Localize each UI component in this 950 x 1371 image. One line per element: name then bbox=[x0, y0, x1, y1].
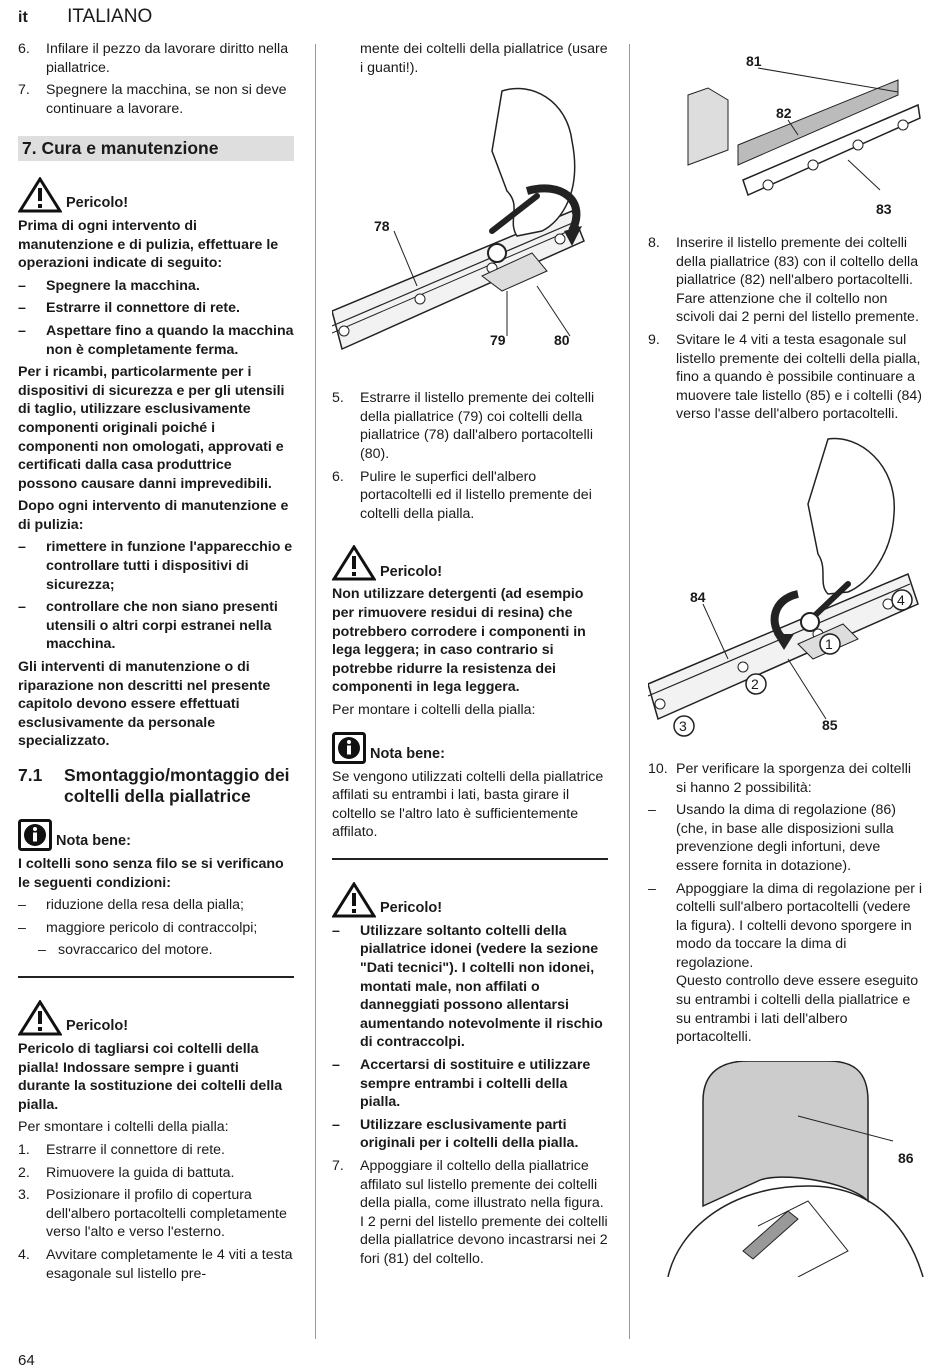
warning-triangle-icon bbox=[332, 882, 376, 918]
figure-label: 80 bbox=[554, 332, 570, 349]
list-item: – controllare che non siano presenti utensili o altri corpi estranei nella macchina. bbox=[18, 599, 278, 653]
knife-bar-illustration bbox=[648, 40, 924, 226]
column-1 bbox=[18, 40, 294, 1287]
figure-callout: 1 bbox=[825, 635, 833, 652]
list-item: – Accertarsi di sostituire e utilizzare sempre entrambi i coltelli della pialla. bbox=[332, 1057, 591, 1111]
list-subitem: – sovraccarico del motore. bbox=[38, 942, 213, 959]
danger-warning: Pericolo! bbox=[332, 882, 608, 918]
list-item: 3. Posizionare il profilo di copertura dell'albero portacoltelli completamente verso l'alto e verso l'esterno. bbox=[18, 1187, 287, 1241]
parts-text: Per i ricambi, particolarmente per i dispositivi di sicurezza e per gli utensili di taglio, utilizzare esclusivamente componenti originali poiché i componenti non omologati, approvati e certificati dalla casa produttrice possono causare danni imprevedibili. bbox=[18, 364, 285, 492]
list-item: 4. Avvitare completamente le 4 viti a testa esagonale sul listello pre- bbox=[18, 1246, 293, 1282]
danger-warning: Pericolo! bbox=[332, 545, 608, 581]
column-3 bbox=[648, 40, 924, 1285]
figure-callout: 4 bbox=[897, 591, 905, 608]
figure-label: 78 bbox=[374, 218, 390, 235]
language-code: it bbox=[18, 9, 28, 26]
column-divider bbox=[315, 44, 316, 1339]
figure-label: 84 bbox=[690, 588, 706, 605]
note-box: Nota bene: bbox=[18, 819, 294, 851]
list-item: – Appoggiare la dima di regolazione per i coltelli sull'albero portacoltelli (vedere la figura). I coltelli devono sporgere in modo da toccare la dima di regolazione. Questo controllo deve essere eseguito su entrambi i coltelli della piallatrice e su entrambi i lati dell'albero portacoltelli. bbox=[648, 880, 923, 1046]
warning-triangle-icon bbox=[18, 177, 62, 213]
section-title: 7. Cura e manutenzione bbox=[18, 136, 294, 161]
mount-text: Per montare i coltelli della pialla: bbox=[332, 701, 536, 718]
language-title: ITALIANO bbox=[67, 6, 153, 27]
list-item: – maggiore pericolo di contraccolpi; bbox=[18, 919, 258, 936]
note-box: Nota bene: bbox=[332, 732, 608, 764]
list-item: – Usando la dima di regolazione (86) (che, in base alle disposizioni sulla prevenzione degli infortuni, deve essere fornita in dotazione). bbox=[648, 802, 897, 874]
list-item: – Spegnere la macchina. bbox=[18, 277, 200, 294]
figure-screw-loosen bbox=[648, 434, 924, 752]
figure-label: 83 bbox=[876, 201, 892, 217]
after-text: Dopo ogni intervento di manutenzione e di pulizia: bbox=[18, 498, 289, 533]
note-text: Se vengono utilizzati coltelli della piallatrice affilati su entrambi i lati, basta girare il coltello se l'altro lato è sufficientemente affilato. bbox=[332, 768, 604, 841]
figure-label: 81 bbox=[746, 53, 762, 69]
figure-callout: 3 bbox=[679, 717, 687, 734]
danger-text: Prima di ogni intervento di manutenzione e di pulizia, effettuare le operazioni indicate di seguito: bbox=[18, 217, 279, 272]
list-item: 9. Svitare le 4 viti a testa esagonale sul listello premente dei coltelli della pialla, fino a quando è possibile continuare a muovere tale listello (85) e i coltelli (84) verso l'asse dell'albero portacoltelli. bbox=[648, 331, 923, 423]
danger-warning: Pericolo! bbox=[18, 1000, 294, 1036]
list-item: – riduzione della resa della pialla; bbox=[18, 897, 244, 914]
figure-label: 82 bbox=[776, 105, 792, 121]
remove-text: Per smontare i coltelli della pialla: bbox=[18, 1119, 229, 1136]
separator bbox=[18, 976, 294, 978]
figure-label: 86 bbox=[898, 1149, 914, 1166]
list-item: – Utilizzare esclusivamente parti originali per i coltelli della pialla. bbox=[332, 1116, 579, 1152]
list-item: 7. Spegnere la macchina, se non si deve continuare a lavorare. bbox=[18, 82, 287, 117]
danger-warning: Pericolo! bbox=[18, 177, 294, 213]
column-divider bbox=[629, 44, 630, 1339]
list-item: – Aspettare fino a quando la macchina non è completamente ferma. bbox=[18, 322, 294, 358]
subsection-title: 7.1 Smontaggio/montaggio dei coltelli della piallatrice bbox=[18, 765, 290, 806]
figure-gauge bbox=[648, 1061, 924, 1277]
danger-text: Non utilizzare detergenti (ad esempio per rimuovere residui di resina) che potrebbero corrodere i componenti in lega leggera; in caso contrario si potrebbe ridurre la resistenza dei componenti in lega leggera. bbox=[332, 586, 586, 696]
list-item: 8. Inserire il listello premente dei coltelli della piallatrice (83) con il coltello della piallatrice (82) nell'albero portacoltelli. Fare attenzione che il coltello non scivoli dai 2 perni del listello premente. bbox=[648, 235, 919, 326]
list-item: 1. Estrarre il connettore di rete. bbox=[18, 1141, 225, 1158]
list-item: – Utilizzare soltanto coltelli della piallatrice idonei (vedere la sezione "Dati tecnici"). I coltelli non idonei, montati male, non affilati o danneggiati possono allentarsi aumentando notevolmente il rischio di contraccolpi. bbox=[332, 922, 603, 1051]
page-number: 64 bbox=[18, 1352, 35, 1369]
repair-text: Gli interventi di manutenzione o di riparazione non descritti nel presente capitolo devono essere effettuati esclusivamente da personale specializzato. bbox=[18, 659, 271, 750]
list-item: – rimettere in funzione l'apparecchio e controllare tutti i dispositivi di sicurezza; bbox=[18, 539, 293, 593]
column-2 bbox=[332, 40, 608, 1273]
list-item: 6. Infilare il pezzo da lavorare diritto nella piallatrice. bbox=[18, 41, 289, 76]
figure-knife-removal bbox=[332, 81, 608, 381]
note-text: I coltelli sono senza filo se si verificano le seguenti condizioni: bbox=[18, 856, 284, 891]
continued-text: mente dei coltelli della piallatrice (usare i guanti!). bbox=[360, 41, 608, 76]
figure-label: 79 bbox=[490, 332, 506, 349]
figure-callout: 2 bbox=[751, 675, 759, 692]
figure-label: 85 bbox=[822, 716, 838, 733]
list-item: 5. Estrarre il listello premente dei coltelli della piallatrice (79) coi coltelli della piallatrice (78) dall'albero portacoltelli (80). bbox=[332, 390, 595, 462]
warning-triangle-icon bbox=[332, 545, 376, 581]
danger-text: Pericolo di tagliarsi coi coltelli della pialla! Indossare sempre i guanti durante la sostituzione dei coltelli della pialla. bbox=[18, 1040, 283, 1113]
warning-triangle-icon bbox=[18, 1000, 62, 1036]
list-item: 6. Pulire le superfici dell'albero portacoltelli ed il listello premente dei coltelli della pialla. bbox=[332, 468, 592, 522]
gauge-illustration bbox=[648, 1061, 924, 1277]
info-icon bbox=[18, 819, 52, 851]
list-item: 2. Rimuovere la guida di battuta. bbox=[18, 1164, 235, 1181]
list-item: 10. Per verificare la sporgenza dei coltelli si hanno 2 possibilità: bbox=[648, 760, 911, 796]
page-header bbox=[18, 8, 152, 28]
list-item: – Estrarre il connettore di rete. bbox=[18, 300, 240, 317]
separator bbox=[332, 858, 608, 860]
list-item: 7. Appoggiare il coltello della piallatrice affilato sul listello premente dei coltelli della pialla, come illustrato nella figura. I 2 perni del listello premente dei coltelli della piallatrice devono incastrarsi nei 2 fori (81) del coltello. bbox=[332, 1158, 608, 1267]
info-icon bbox=[332, 732, 366, 764]
figure-knife-bar bbox=[648, 40, 924, 226]
